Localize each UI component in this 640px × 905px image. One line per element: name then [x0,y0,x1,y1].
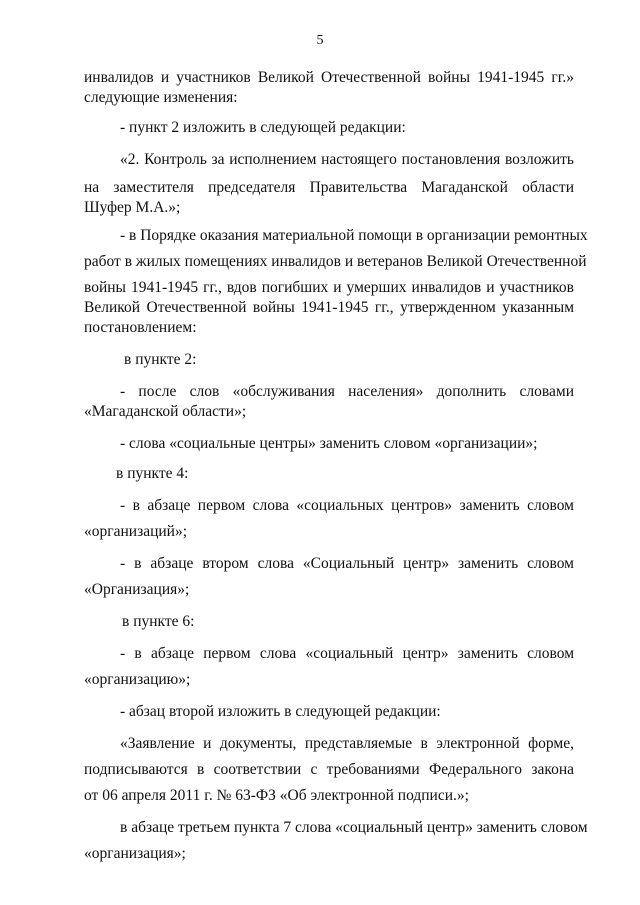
text-line: инвалидов и участников Великой Отечественной войны 1941-1945 гг.» [84,69,574,86]
text-line: - в абзаце первом слова «социальных центров» заменить словом [120,497,574,514]
text-line: следующие изменения: [84,89,238,106]
text-line: от 06 апреля 2011 г. № 63-ФЗ «Об электронной подписи.»; [84,787,469,804]
text-line: «организация»; [84,845,186,862]
text-line: «Заявление и документы, представляемые в электронной форме, [120,735,574,752]
text-line: Великой Отечественной войны 1941-1945 гг., утвержденном указанным [84,299,574,316]
text-line: работ в жилых помещениях инвалидов и ветеранов Великой Отечественной [84,253,587,270]
text-line: в пункте 6: [122,613,195,630]
page-number: 5 [316,33,324,48]
text-line: - в Порядке оказания материальной помощи в организации ремонтных [120,227,588,244]
text-line: «2. Контроль за исполнением настоящего постановления возложить [120,151,574,168]
text-line: - слова «социальные центры» заменить словом «организации»; [120,435,538,452]
text-line: - после слов «обслуживания населения» дополнить словами [120,383,574,400]
text-line: - пункт 2 изложить в следующей редакции: [120,119,406,136]
text-line: подписываются в соответствии с требованиями Федерального закона [84,761,574,778]
text-line: «Магаданской области»; [84,403,247,420]
text-line: «Организация»; [84,581,190,598]
text-line: на заместителя председателя Правительства Магаданской области [84,179,574,196]
text-line: «организацию»; [84,671,191,688]
text-line: в абзаце третьем пункта 7 слова «социальный центр» заменить словом [120,819,588,836]
text-line: в пункте 2: [124,351,197,368]
text-line: - в абзаце первом слова «социальный центр» заменить словом [120,645,574,662]
text-line: «организаций»; [84,523,188,540]
document-body [84,68,588,864]
text-line: - в абзаце втором слова «Социальный центр» заменить словом [120,555,574,572]
text-line: - абзац второй изложить в следующей редакции: [120,703,441,720]
text-line: постановлением: [84,319,197,336]
text-line: войны 1941-1945 гг., вдов погибших и умерших инвалидов и участников [84,279,574,296]
text-line: Шуфер М.А.»; [84,199,181,216]
text-line: в пункте 4: [116,465,189,482]
